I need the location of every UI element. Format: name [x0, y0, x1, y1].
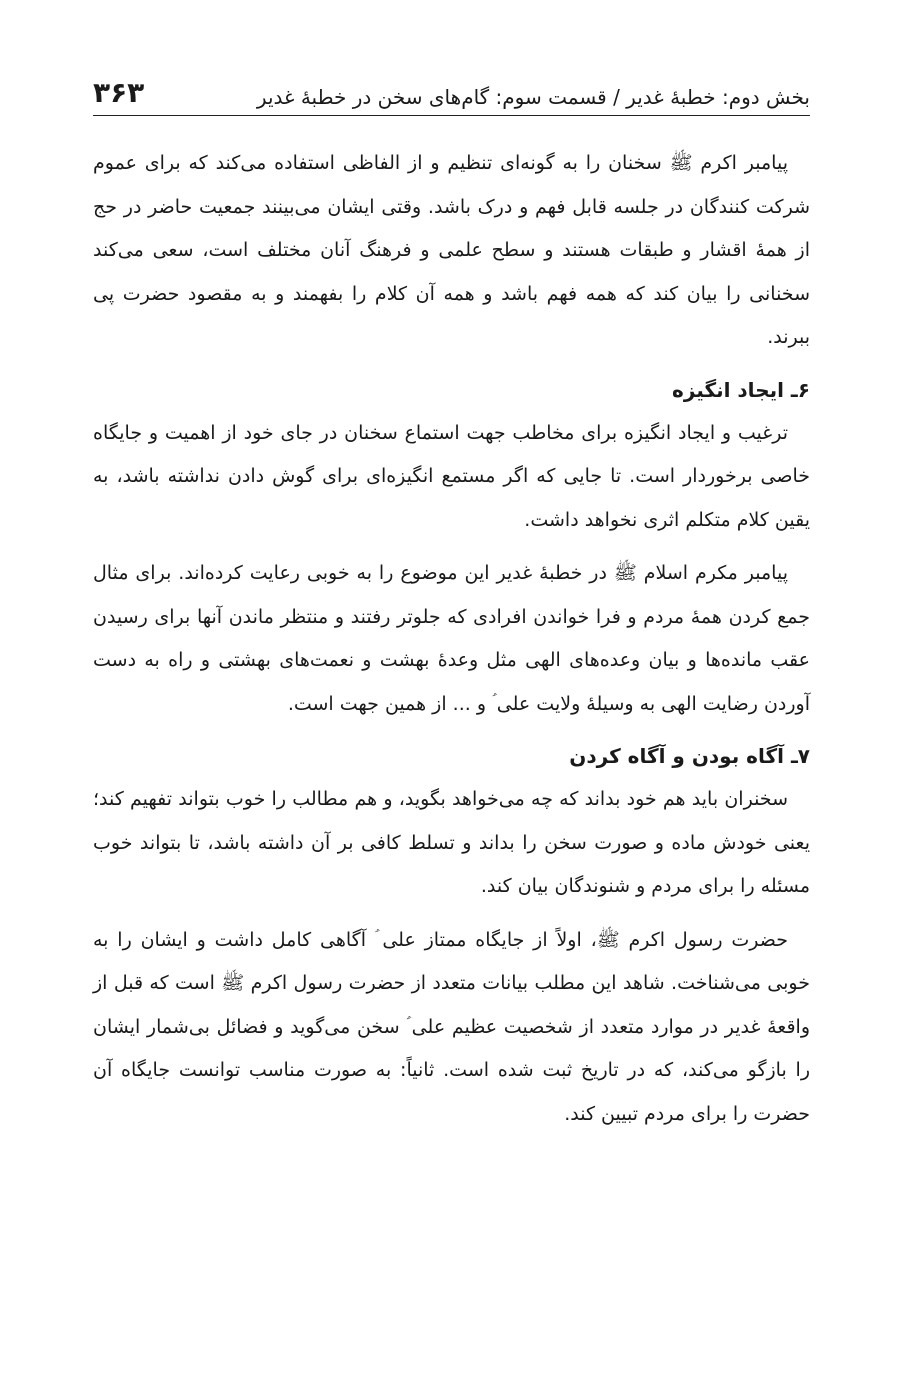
- book-page: [93, 60, 810, 1136]
- running-header: [93, 60, 810, 116]
- paragraph-section7-2: حضرت رسول اکرم ﷺ، اولاً از جایگاه ممتاز علی ؑ آگاهی کامل داشت و ایشان را به خوبی می‌شناخت. شاهد این مطلب بیانات متعدد از حضرت رسول اکرم ﷺ است که قبل از واقعهٔ غدیر در موارد متعدد از شخصیت عظیم علی ؑ سخن می‌گوید و فضائل بی‌شمار ایشان را بازگو می‌کند، که در تاریخ ثبت شده است. ثانیاً: به صورت مناسب توانست جایگاه آن حضرت را برای مردم تبیین کند.: [93, 928, 810, 1125]
- paragraph-section6-2: پیامبر مکرم اسلام ﷺ در خطبهٔ غدیر این موضوع را به خوبی رعایت کرده‌اند. برای مثال جمع کردن همهٔ مردم و فرا خواندن افرادی که جلوتر رفتند و منتظر ماندن آنها برای رسیدن عقب مانده‌ها و بیان وعده‌های الهی مثل وعدهٔ بهشت و نعمت‌های بهشتی و راه به دست آوردن رضایت الهی به وسیلهٔ ولایت علی ؑ و ... از همین جهت است.: [93, 562, 810, 715]
- page-number: ۳۶۳: [93, 76, 145, 109]
- paragraph-intro: پیامبر اکرم ﷺ سخنان را به گونه‌ای تنظیم و از الفاظی استفاده می‌کند که برای عموم شرکت کنندگان در جلسه قابل فهم و درک باشد. وقتی ایشان می‌بینند جمعیت حاضر در حج از همهٔ اقشار و طبقات هستند و سطح علمی و فرهنگ آنان مختلف است، سعی می‌کند سخنانی را بیان کند که همه فهم باشد و همه آن کلام را بفهمند و به مقصود حضرت پی ببرند.: [93, 152, 810, 348]
- paragraph-section7-1: سخنران باید هم خود بداند که چه می‌خواهد بگوید، و هم مطالب را خوب بتواند تفهیم کند؛ یعنی خودش ماده و صورت سخن را بداند و تسلط کافی بر آن داشته باشد، تا بتواند خوب مسئله را برای مردم و شنوندگان بیان کند.: [93, 788, 810, 897]
- page-body: [93, 142, 810, 1136]
- running-title: بخش دوم: خطبهٔ غدیر / قسمت سوم: گام‌های سخن در خطبهٔ غدیر: [256, 85, 810, 109]
- paragraph-section6-1: ترغیب و ایجاد انگیزه برای مخاطب جهت استماع سخنان در جای خود از اهمیت و جایگاه خاصی برخوردار است. تا جایی که اگر مستمع انگیزه‌ای برای گوش دادن نداشته باشد، به یقین کلام متکلم اثری نخواهد داشت.: [93, 421, 810, 531]
- section-heading-6: ۶ـ ایجاد انگیزه: [672, 377, 810, 402]
- section-heading-7: ۷ـ آگاه بودن و آگاه کردن: [569, 744, 810, 768]
